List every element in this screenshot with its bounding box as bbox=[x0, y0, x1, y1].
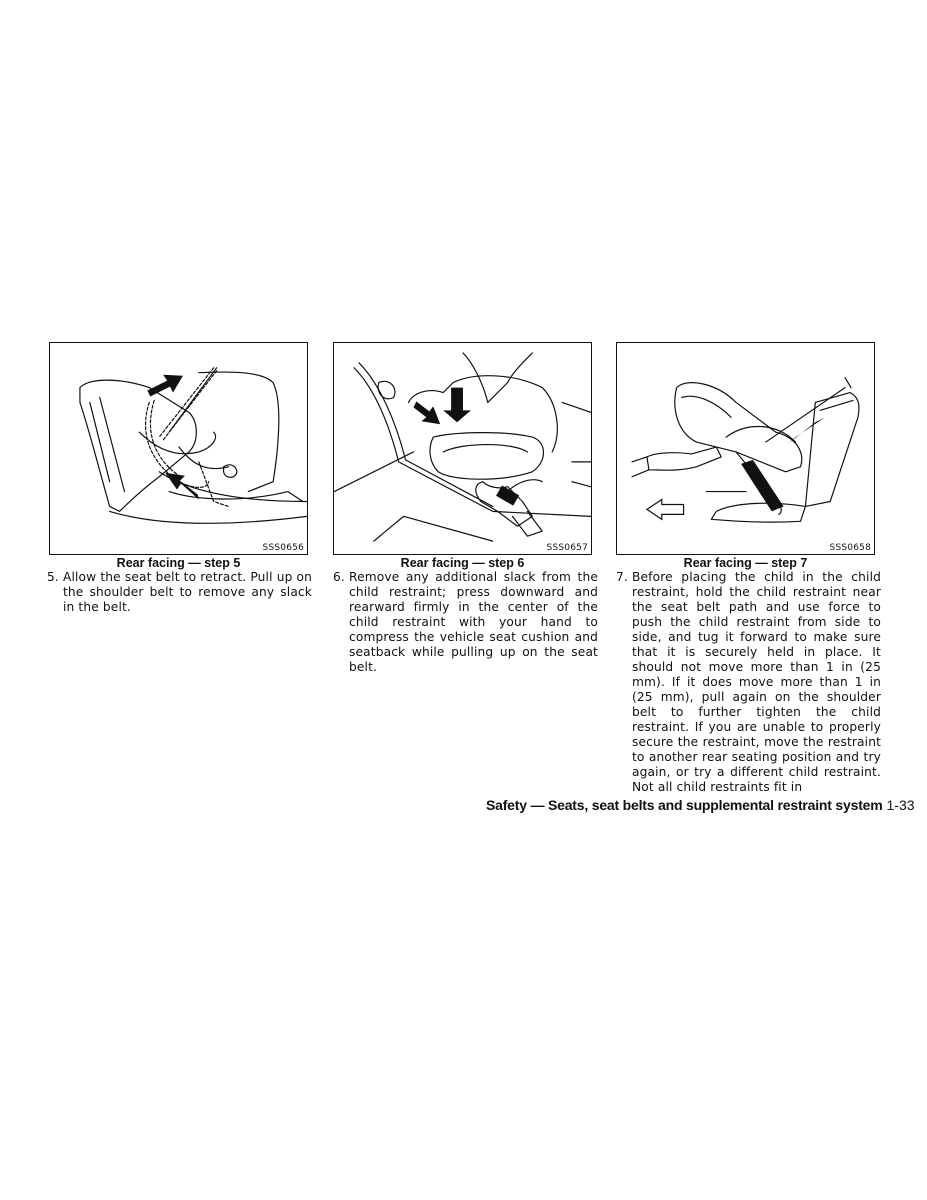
figure-caption: Rear facing — step 5 bbox=[116, 556, 241, 570]
step-number: 5. bbox=[47, 570, 59, 584]
figure-step-5 bbox=[49, 342, 308, 555]
step-number: 7. bbox=[616, 570, 628, 584]
figure-code: SSS0658 bbox=[829, 543, 871, 553]
figure-caption: Rear facing — step 7 bbox=[683, 556, 808, 570]
page-footer bbox=[486, 797, 915, 813]
step-number: 6. bbox=[333, 570, 345, 584]
tug-child-restraint-illustration bbox=[617, 343, 874, 554]
step-text: Before placing the child in the child restraint, hold the child restraint near the seat belt path and use force to push the child restraint from side to side, and tug it forward to make sure that it is securely held in place. It should not move more than 1 in (25 mm). If it does move more than 1 in (25 mm), pull again on the shoulder belt to further tighten the child restraint. If you are unable to properly secure the restraint, move the restraint to another rear seating position and try again, or try a different child restraint. Not all child restraints fit in bbox=[632, 570, 881, 794]
figure-caption: Rear facing — step 6 bbox=[400, 556, 525, 570]
step-text: Allow the seat belt to retract. Pull up on the shoulder belt to remove any slack in the belt. bbox=[63, 570, 312, 614]
step-5 bbox=[47, 570, 312, 615]
hand-compressing-seat-illustration bbox=[334, 343, 591, 554]
figure-step-6 bbox=[333, 342, 592, 555]
step-text: Remove any additional slack from the child restraint; press downward and rearward firmly in the center of the child restraint with your hand to compress the vehicle seat cushion and seatback while pulling up on the seat belt. bbox=[349, 570, 598, 674]
step-7 bbox=[616, 570, 881, 795]
figure-code: SSS0657 bbox=[546, 543, 588, 553]
page-number: 1-33 bbox=[886, 797, 915, 813]
figure-code: SSS0656 bbox=[262, 543, 304, 553]
step-6 bbox=[333, 570, 598, 675]
figure-step-7 bbox=[616, 342, 875, 555]
child-seat-belt-retract-illustration bbox=[50, 343, 307, 554]
section-title: Safety — Seats, seat belts and supplemental restraint system bbox=[486, 797, 883, 813]
